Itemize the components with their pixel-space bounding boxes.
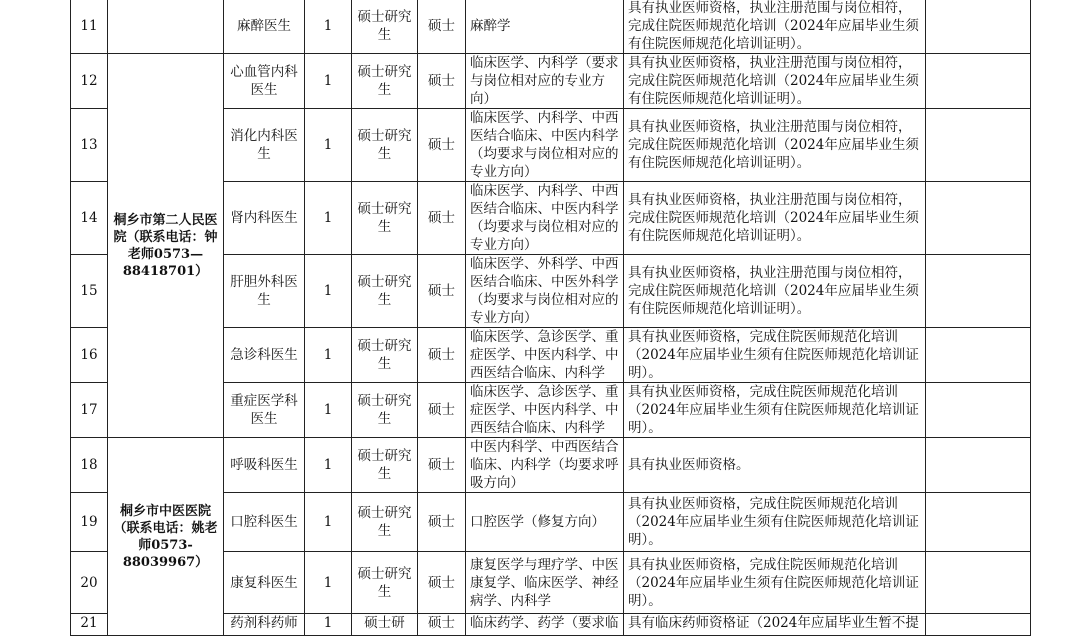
education-cell: 硕士研究生	[352, 0, 418, 54]
degree-cell: 硕士	[418, 438, 466, 493]
row-number: 20	[71, 552, 108, 614]
requirements-cell: 具有执业医师资格。	[624, 438, 926, 493]
count-cell: 1	[305, 614, 352, 636]
count-cell: 1	[305, 0, 352, 54]
position-cell: 消化内科医生	[224, 109, 305, 182]
row-number: 16	[71, 328, 108, 383]
count-cell: 1	[305, 438, 352, 493]
major-cell: 临床医学、内科学、中西医结合临床、中医内科学（均要求与岗位相对应的专业方向）	[466, 182, 624, 255]
requirements-cell: 具有执业医师资格，完成住院医师规范化培训（2024年应届毕业生须有住院医师规范化培训证明）。	[624, 328, 926, 383]
education-cell: 硕士研究生	[352, 255, 418, 328]
major-cell: 麻醉学	[466, 0, 624, 54]
count-cell: 1	[305, 552, 352, 614]
row-number: 14	[71, 182, 108, 255]
hospital-unit-cell: 桐乡市第二人民医院（联系电话：钟老师0573—88418701）	[108, 54, 224, 438]
major-cell: 临床医学、内科学、中西医结合临床、中医内科学（均要求与岗位相对应的专业方向）	[466, 109, 624, 182]
education-cell: 硕士研究生	[352, 54, 418, 109]
note-cell	[926, 255, 1031, 328]
position-cell: 心血管内科医生	[224, 54, 305, 109]
education-cell: 硕士研究生	[352, 109, 418, 182]
position-cell: 口腔科医生	[224, 493, 305, 552]
row-number: 21	[71, 614, 108, 636]
position-cell: 药剂科药师	[224, 614, 305, 636]
major-cell: 临床医学、外科学、中西医结合临床、中医外科学（均要求与岗位相对应的专业方向）	[466, 255, 624, 328]
note-cell	[926, 438, 1031, 493]
position-cell: 急诊科医生	[224, 328, 305, 383]
recruitment-table	[70, 0, 1031, 636]
requirements-cell: 具有执业医师资格，执业注册范围与岗位相符，完成住院医师规范化培训（2024年应届毕业生须有住院医师规范化培训证明）。	[624, 255, 926, 328]
requirements-cell: 具有执业医师资格，执业注册范围与岗位相符，完成住院医师规范化培训（2024年应届毕业生须有住院医师规范化培训证明）。	[624, 109, 926, 182]
count-cell: 1	[305, 255, 352, 328]
degree-cell: 硕士	[418, 54, 466, 109]
major-cell: 临床医学、内科学（要求与岗位相对应的专业方向）	[466, 54, 624, 109]
count-cell: 1	[305, 493, 352, 552]
major-cell: 口腔医学（修复方向）	[466, 493, 624, 552]
degree-cell: 硕士	[418, 0, 466, 54]
major-cell: 临床医学、急诊医学、重症医学、中医内科学、中西医结合临床、内科学	[466, 328, 624, 383]
requirements-cell: 具有执业医师资格，执业注册范围与岗位相符，完成住院医师规范化培训（2024年应届毕业生须有住院医师规范化培训证明）。	[624, 0, 926, 54]
count-cell: 1	[305, 54, 352, 109]
note-cell	[926, 182, 1031, 255]
note-cell	[926, 493, 1031, 552]
position-cell: 重症医学科医生	[224, 383, 305, 438]
requirements-cell: 具有执业医师资格，完成住院医师规范化培训（2024年应届毕业生须有住院医师规范化培训证明）。	[624, 493, 926, 552]
requirements-cell: 具有执业医师资格，执业注册范围与岗位相符，完成住院医师规范化培训（2024年应届毕业生须有住院医师规范化培训证明）。	[624, 54, 926, 109]
unit-cell-blank	[108, 0, 224, 54]
position-cell: 麻醉医生	[224, 0, 305, 54]
row-number: 13	[71, 109, 108, 182]
note-cell	[926, 614, 1031, 636]
degree-cell: 硕士	[418, 493, 466, 552]
count-cell: 1	[305, 328, 352, 383]
row-number: 15	[71, 255, 108, 328]
position-cell: 肾内科医生	[224, 182, 305, 255]
education-cell: 硕士研究生	[352, 552, 418, 614]
education-cell: 硕士研究生	[352, 182, 418, 255]
degree-cell: 硕士	[418, 552, 466, 614]
major-cell: 临床药学、药学（要求临	[466, 614, 624, 636]
position-cell: 康复科医生	[224, 552, 305, 614]
major-cell: 康复医学与理疗学、中医康复学、临床医学、神经病学、内科学	[466, 552, 624, 614]
hospital-unit-cell: 桐乡市中医医院（联系电话：姚老师0573-88039967）	[108, 438, 224, 636]
major-cell: 中医内科学、中西医结合临床、内科学（均要求呼吸方向）	[466, 438, 624, 493]
note-cell	[926, 109, 1031, 182]
table-row	[71, 0, 1031, 54]
table-row	[71, 54, 1031, 109]
row-number: 19	[71, 493, 108, 552]
note-cell	[926, 0, 1031, 54]
education-cell: 硕士研究生	[352, 328, 418, 383]
position-cell: 肝胆外科医生	[224, 255, 305, 328]
education-cell: 硕士研究生	[352, 438, 418, 493]
row-number: 17	[71, 383, 108, 438]
degree-cell: 硕士	[418, 614, 466, 636]
note-cell	[926, 383, 1031, 438]
degree-cell: 硕士	[418, 383, 466, 438]
count-cell: 1	[305, 182, 352, 255]
requirements-cell: 具有执业医师资格，执业注册范围与岗位相符，完成住院医师规范化培训（2024年应届毕业生须有住院医师规范化培训证明）。	[624, 182, 926, 255]
degree-cell: 硕士	[418, 182, 466, 255]
requirements-cell: 具有执业医师资格，完成住院医师规范化培训（2024年应届毕业生须有住院医师规范化培训证明）。	[624, 552, 926, 614]
count-cell: 1	[305, 109, 352, 182]
education-cell: 硕士研究生	[352, 493, 418, 552]
degree-cell: 硕士	[418, 255, 466, 328]
education-cell: 硕士研	[352, 614, 418, 636]
degree-cell: 硕士	[418, 109, 466, 182]
requirements-cell: 具有临床药师资格证（2024年应届毕业生暂不提	[624, 614, 926, 636]
row-number: 11	[71, 0, 108, 54]
requirements-cell: 具有执业医师资格，完成住院医师规范化培训（2024年应届毕业生须有住院医师规范化培训证明）。	[624, 383, 926, 438]
row-number: 18	[71, 438, 108, 493]
degree-cell: 硕士	[418, 328, 466, 383]
major-cell: 临床医学、急诊医学、重症医学、中医内科学、中西医结合临床、内科学	[466, 383, 624, 438]
education-cell: 硕士研究生	[352, 383, 418, 438]
position-cell: 呼吸科医生	[224, 438, 305, 493]
note-cell	[926, 328, 1031, 383]
table-row	[71, 438, 1031, 493]
note-cell	[926, 54, 1031, 109]
row-number: 12	[71, 54, 108, 109]
count-cell: 1	[305, 383, 352, 438]
note-cell	[926, 552, 1031, 614]
